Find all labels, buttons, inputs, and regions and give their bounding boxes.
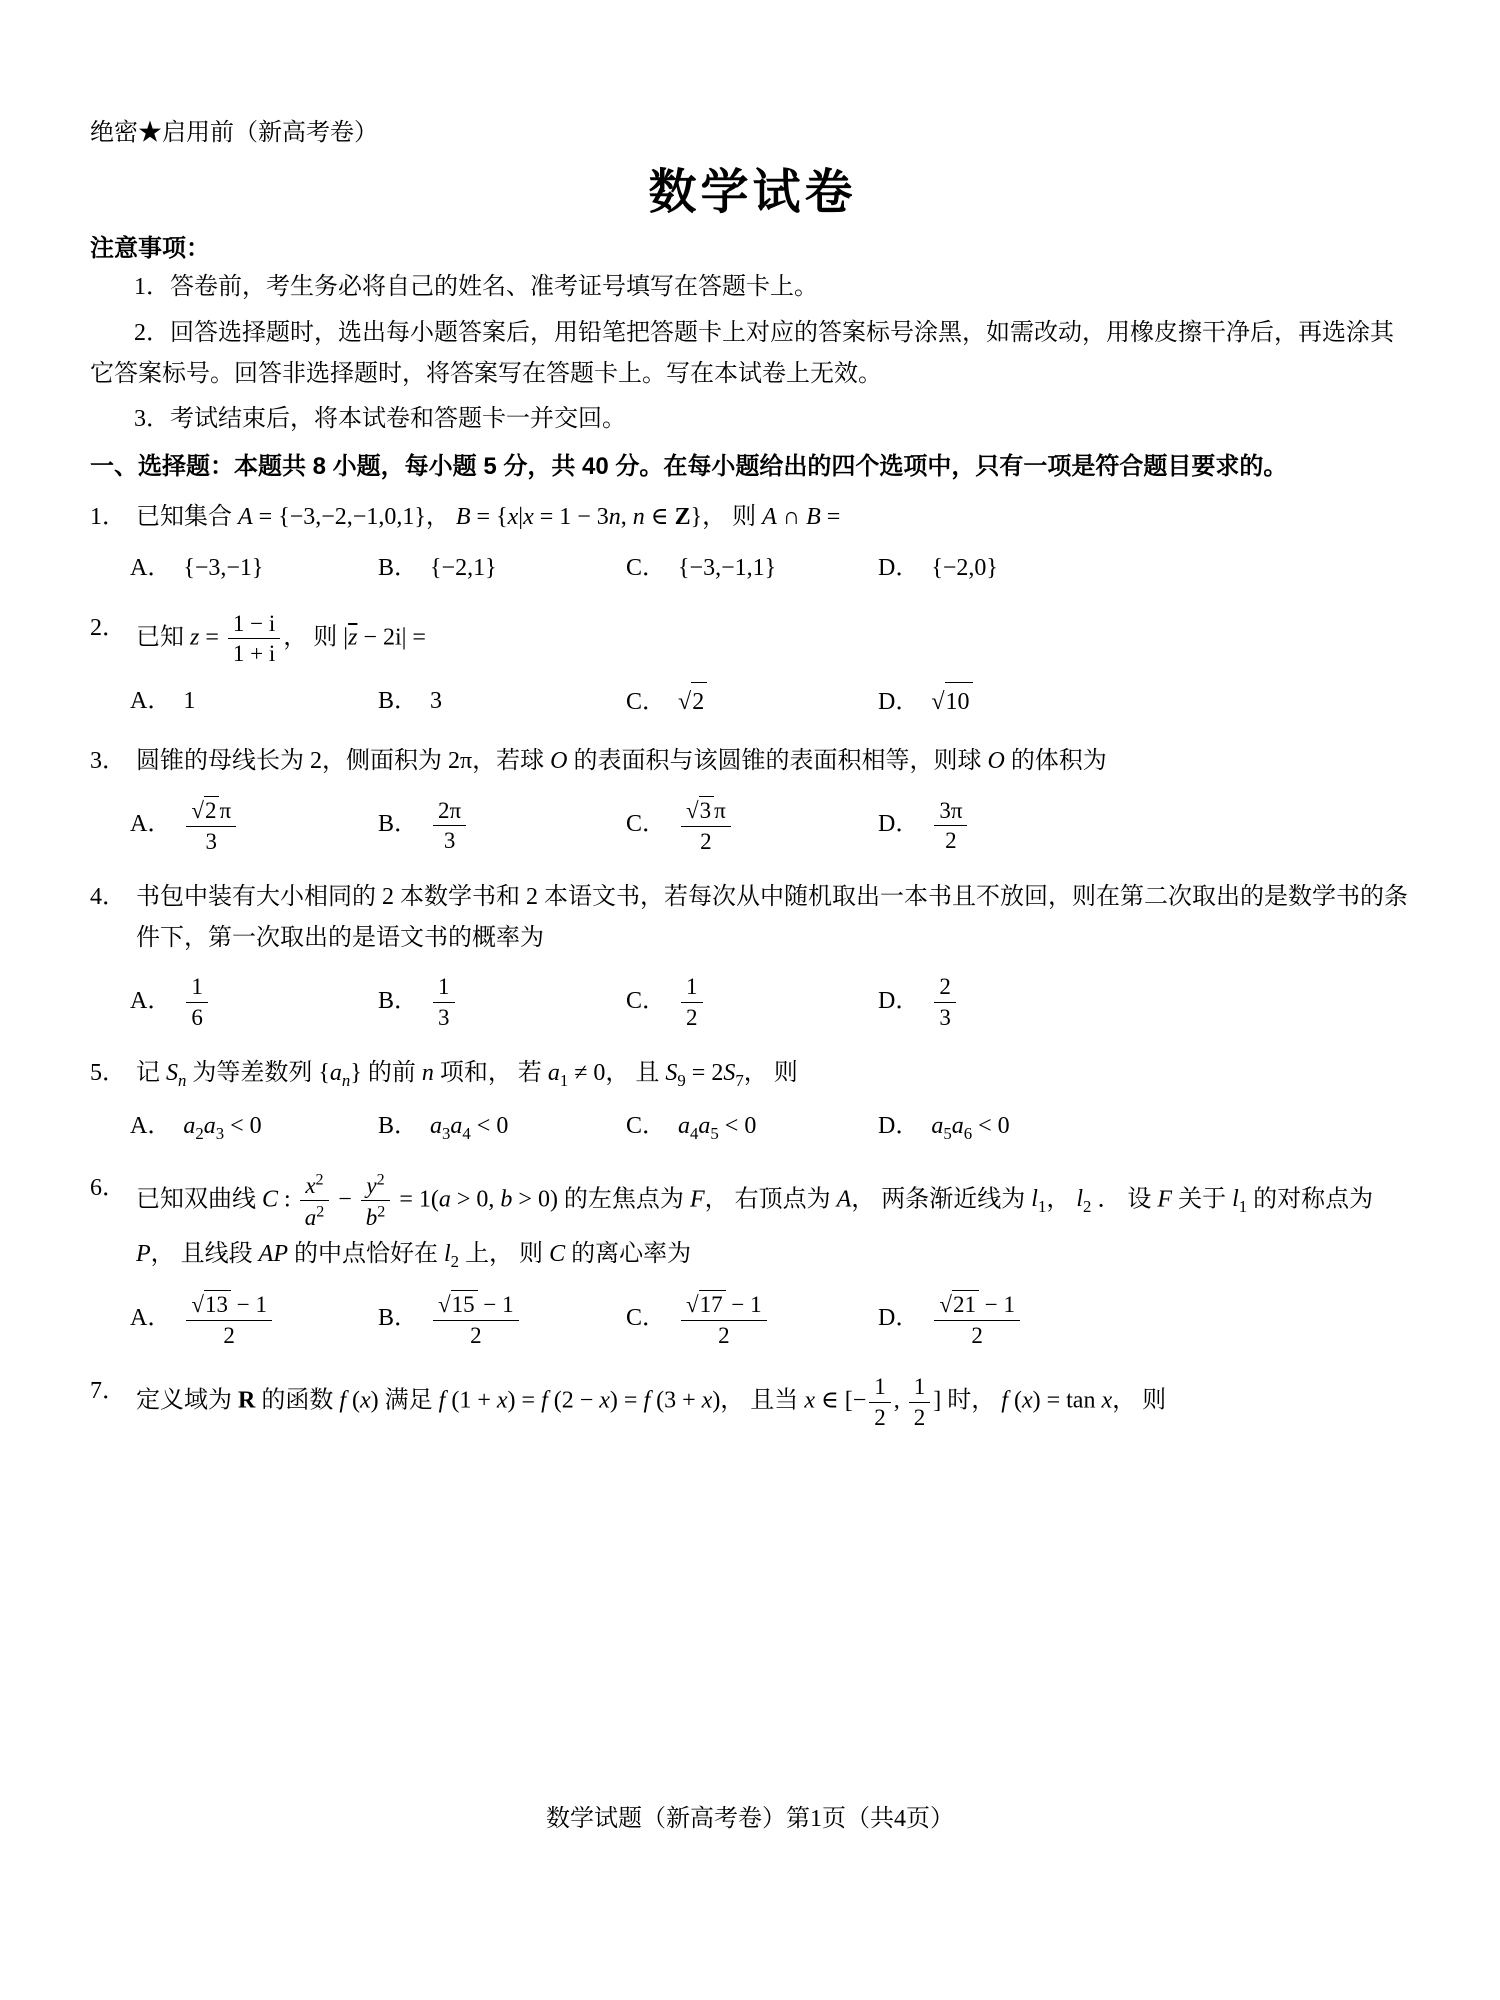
math-variable: l: [1076, 1186, 1084, 1213]
page-title: 数学试卷: [648, 166, 857, 219]
option-content: {−2,0}: [931, 555, 998, 582]
math-fraction: [300, 1170, 330, 1232]
math-variable: P: [136, 1240, 151, 1267]
math-subscript: [203, 1113, 225, 1144]
option-label: A．: [130, 1113, 172, 1140]
math-bold-symbol: R: [238, 1387, 256, 1414]
math-variable: B: [455, 503, 471, 530]
math-superscript: [366, 1173, 384, 1198]
question-6: [90, 1168, 1415, 1351]
fraction-numerator: [361, 1170, 391, 1201]
fraction-denominator: 2: [686, 1004, 698, 1030]
question-5-option-B: [378, 1107, 626, 1148]
subscript-text: 7: [735, 1070, 744, 1090]
option-content: $a_3a_4 < 0$: [430, 1113, 509, 1144]
math-variable: S: [166, 1060, 178, 1087]
superscript-text: 2: [377, 1203, 386, 1221]
math-subscript: [1031, 1186, 1047, 1217]
radicand: 17: [699, 1290, 726, 1319]
radicand: 13: [204, 1290, 231, 1319]
fraction-denominator: 3: [205, 828, 217, 854]
fraction-denominator: 2: [470, 1322, 482, 1348]
option-content: {−3,−1}: [183, 555, 264, 582]
questions: [90, 497, 1415, 1434]
options-row: [90, 549, 1415, 587]
math-fraction: [681, 973, 703, 1031]
radical-symbol: √: [931, 688, 945, 715]
math-sqrt: [931, 682, 972, 721]
question-text: 记 $S_n$ 为等差数列 $\{a_n\}$ 的前 n 项和， 若 $a_1 \ne 0$， 且 $S_9 = 2S_7$， 则: [136, 1060, 798, 1090]
option-content: [183, 1291, 275, 1348]
math-fraction: [909, 1373, 931, 1431]
option-label: B．: [378, 987, 419, 1014]
question-number: 3．: [90, 748, 126, 775]
question-2-option-C: [626, 682, 878, 721]
subscript-text: 4: [690, 1124, 699, 1144]
subscript-text: 3: [442, 1124, 451, 1144]
fraction-numerator: 1: [909, 1373, 931, 1403]
math-sqrt: [438, 1290, 478, 1319]
option-label: A．: [130, 688, 172, 715]
radical-symbol: √: [191, 798, 204, 824]
superscript-text: 2: [315, 1171, 324, 1189]
math-fraction: [361, 1170, 391, 1232]
subscript-text: 6: [963, 1124, 973, 1144]
math-variable: a: [698, 1113, 711, 1140]
math-subscript: [723, 1060, 744, 1090]
math-variable: x: [360, 1387, 371, 1414]
option-content: [678, 1291, 770, 1348]
question-1-option-D: [878, 549, 1415, 587]
question-stem: [90, 1168, 1415, 1276]
math-variable: n: [178, 1070, 187, 1090]
math-variable: A: [836, 1186, 852, 1213]
subscript-text: 1: [1037, 1197, 1047, 1217]
question-3-option-A: [130, 794, 378, 857]
fraction-numerator: √17 − 1: [681, 1290, 767, 1321]
option-content: [678, 973, 706, 1030]
math-variable: a: [203, 1113, 216, 1140]
question-3-option-C: [626, 794, 878, 857]
options-row: [90, 971, 1415, 1033]
notice-item-2: 2．回答选择题时，选出每小题答案后，用铅笔把答题卡上对应的答案标号涂黑，如需改动，用橡皮擦干净后，再选涂其它答案标号。回答非选择题时，将答案写在答题卡上。写在本试卷上无效。: [90, 319, 1394, 387]
math-subscript: [1076, 1186, 1092, 1217]
option-content: {−2,1}: [430, 555, 497, 582]
math-variable: f: [1001, 1387, 1008, 1414]
fraction-denominator: [361, 1201, 391, 1231]
fraction-numerator: √13 − 1: [186, 1290, 272, 1321]
option-label: D．: [878, 688, 920, 715]
fraction-denominator: 2: [874, 1404, 886, 1430]
fraction-numerator: 1: [433, 973, 455, 1003]
fraction-denominator: 2: [700, 828, 712, 854]
math-variable: S: [723, 1060, 736, 1087]
option-label: A．: [130, 1305, 172, 1332]
subscript-text: 2: [450, 1251, 460, 1271]
radicand: 3: [699, 796, 715, 825]
option-label: B．: [378, 1113, 419, 1140]
option-content: 3: [430, 688, 443, 715]
math-fraction: [186, 796, 236, 855]
radical-symbol: √: [686, 798, 699, 824]
option-label: A．: [130, 811, 172, 838]
notice-item-3: 3．考试结束后，将本试卷和答题卡一并交回。: [134, 406, 626, 433]
option-label: C．: [626, 811, 667, 838]
question-5: [90, 1053, 1415, 1148]
math-variable: a: [547, 1060, 560, 1087]
question-3-option-B: [378, 795, 626, 857]
radical-symbol: √: [191, 1291, 204, 1317]
fraction-denominator: 6: [191, 1004, 203, 1030]
option-label: D．: [878, 1305, 920, 1332]
option-label: D．: [878, 1113, 920, 1140]
math-variable: b: [500, 1186, 513, 1213]
math-fraction: [934, 973, 956, 1031]
option-label: C．: [626, 987, 667, 1014]
math-variable: a: [438, 1186, 451, 1213]
question-number: 7．: [90, 1378, 126, 1405]
radicand: 2: [691, 682, 707, 721]
math-variable: B: [806, 503, 821, 530]
math-variable: b: [365, 1205, 378, 1231]
superscript-text: 2: [376, 1171, 385, 1189]
fraction-numerator: 2: [934, 973, 956, 1003]
math-subscript: [665, 1060, 686, 1090]
math-variable: a: [951, 1113, 964, 1140]
option-content: 1: [183, 688, 196, 715]
math-variable: a: [678, 1113, 691, 1140]
math-subscript: [444, 1240, 460, 1271]
math-variable: y: [366, 1172, 377, 1198]
option-label: D．: [878, 555, 920, 582]
question-1-option-A: [130, 549, 378, 587]
options-row: [90, 1288, 1415, 1351]
subscript-text: 9: [677, 1070, 686, 1090]
math-variable: AP: [258, 1240, 288, 1267]
question-stem: [90, 741, 1415, 782]
question-6-option-B: [378, 1288, 626, 1351]
math-variable: x: [496, 1387, 508, 1414]
math-sqrt: [939, 1290, 979, 1319]
question-5-option-C: [626, 1107, 878, 1148]
question-number: 6．: [90, 1175, 126, 1202]
fraction-numerator: √3 π: [681, 796, 731, 827]
math-fraction: [681, 1290, 767, 1349]
question-text: 定义域为 R 的函数 f (x) 满足 f (1 + x) = f (2 − x) = f (3 + x)， 且当 x ∈ [− $\frac{1}{2}$ , $\frac{1}{2}$ ] 时， f (x) = tan x， 则: [136, 1374, 1167, 1430]
math-subscript: [329, 1060, 351, 1090]
math-variable: z: [190, 624, 200, 651]
option-label: B．: [378, 555, 419, 582]
math-fraction: [186, 1290, 272, 1349]
subscript-text: 1: [559, 1070, 569, 1090]
math-variable: a: [931, 1113, 944, 1140]
question-number: 1．: [90, 503, 126, 530]
fraction-denominator: 3: [443, 828, 456, 854]
fraction-numerator: √2 π: [186, 796, 236, 827]
math-variable: x: [1101, 1387, 1113, 1414]
radical-symbol: √: [686, 1291, 699, 1317]
fraction-denominator: [300, 1201, 330, 1231]
fraction-denominator: 2: [913, 1404, 926, 1430]
math-variable: f: [643, 1387, 651, 1414]
math-variable: x: [804, 1387, 815, 1414]
math-sqrt: [678, 682, 707, 721]
question-text: 书包中装有大小相同的 2 本数学书和 2 本语文书，若每次从中随机取出一本书且不放回，则在第二次取出的是数学书的条件下，第一次取出的是语文书的概率为: [136, 884, 1408, 952]
option-label: A．: [130, 987, 172, 1014]
superscript-text: 2: [316, 1203, 325, 1221]
question-stem: [90, 497, 1415, 538]
math-variable: C: [262, 1186, 279, 1213]
question-3-option-D: [878, 795, 1415, 857]
math-variable: l: [1031, 1186, 1038, 1213]
option-content: [430, 1291, 522, 1348]
option-content: [430, 973, 458, 1030]
question-stem: [90, 1053, 1415, 1095]
radicand: 2: [204, 796, 220, 825]
question-1: [90, 497, 1415, 588]
math-variable: a: [430, 1113, 443, 1140]
math-variable: n: [341, 1070, 351, 1090]
option-content: [931, 973, 959, 1030]
math-fraction: [869, 1373, 891, 1431]
math-variable: S: [665, 1060, 678, 1087]
question-4-option-C: [626, 971, 878, 1033]
subscript-text: 5: [710, 1124, 719, 1144]
math-sqrt: [191, 1290, 231, 1319]
question-number: 5．: [90, 1060, 126, 1087]
question-text: 已知双曲线 C : $\frac{x^2}{a^2}$ − $\frac{y^2}{b^2}$ = 1(a > 0, b > 0) 的左焦点为 F， 右顶点为 A， 两条渐近线为 $l_1$， $l_2$ ． 设 F 关于 $l_1$ 的对称点为 P， 且线段 AP 的中点恰好在 $l_2$ 上， 则 C 的离心率为: [136, 1171, 1374, 1271]
question-2-option-A: [130, 682, 378, 720]
math-fraction: [433, 1290, 519, 1349]
question-number: 4．: [90, 884, 126, 911]
math-variable: $\overline{z}$: [348, 624, 358, 651]
math-variable: O: [987, 748, 1005, 775]
question-5-option-A: [130, 1107, 378, 1148]
math-variable: x: [305, 1172, 316, 1198]
math-superscript: [366, 1205, 386, 1230]
radicand: 10: [945, 682, 973, 721]
option-label: B．: [378, 811, 419, 838]
option-content: [183, 973, 211, 1030]
math-sqrt: [191, 796, 219, 825]
math-variable: x: [701, 1387, 713, 1414]
option-content: {−3,−1,1}: [678, 555, 777, 582]
question-6-option-A: [130, 1288, 378, 1351]
math-variable: A: [238, 503, 253, 530]
math-variable: a: [450, 1113, 463, 1140]
subscript-text: [178, 1071, 186, 1090]
question-5-option-D: [878, 1107, 1415, 1148]
math-sqrt: [686, 1290, 726, 1319]
question-4: [90, 877, 1415, 1033]
fraction-denominator: 1 + i: [232, 641, 276, 667]
page-footer: 数学试题（新高考卷）第1页（共4页）: [546, 1806, 954, 1832]
option-content: [183, 798, 239, 854]
question-6-option-D: [878, 1288, 1415, 1351]
fraction-numerator: 2π: [433, 797, 466, 827]
option-content: [931, 1291, 1023, 1348]
question-stem: [90, 1371, 1415, 1433]
subscript-text: 5: [943, 1124, 952, 1144]
math-subscript: [1232, 1186, 1248, 1217]
subscript-text: [342, 1071, 350, 1090]
math-superscript: [305, 1173, 323, 1198]
fraction-numerator: √21 − 1: [934, 1290, 1020, 1321]
math-variable: x: [523, 503, 534, 530]
option-label: D．: [878, 811, 920, 838]
math-variable: n: [608, 503, 621, 530]
section-heading: 一、选择题：本题共 8 小题，每小题 5 分，共 40 分。在每小题给出的四个选项中，只有一项是符合题目要求的。: [90, 453, 1288, 481]
math-subscript: [547, 1060, 569, 1090]
math-variable: n: [421, 1060, 434, 1087]
fraction-numerator: 1: [681, 973, 703, 1003]
math-variable: x: [507, 503, 519, 530]
option-label: D．: [878, 987, 920, 1014]
fraction-numerator: 3π: [934, 797, 967, 827]
option-content: $a_5a_6 < 0$: [931, 1113, 1010, 1144]
notice-item-1: 1．答卷前，考生务必将自己的姓名、准考证号填写在答题卡上。: [134, 274, 818, 300]
math-subscript: [951, 1113, 973, 1144]
option-label: B．: [378, 1305, 419, 1332]
classification-label: 绝密★启用前（新高考卷）: [90, 120, 378, 146]
options-row: [90, 1107, 1415, 1148]
fraction-numerator: 1 − i: [228, 610, 280, 640]
radical-symbol: √: [678, 688, 692, 715]
fraction-denominator: 2: [718, 1322, 730, 1348]
subscript-text: 4: [462, 1124, 471, 1144]
math-variable: x: [599, 1387, 610, 1414]
question-7: [90, 1371, 1415, 1433]
subscript-text: 2: [195, 1124, 204, 1144]
math-fraction: [681, 796, 731, 855]
math-fraction: [934, 1290, 1020, 1349]
subscript-text: 1: [1238, 1197, 1248, 1217]
question-2-option-D: [878, 682, 1415, 721]
math-fraction: [228, 610, 280, 668]
question-stem: [90, 608, 1415, 670]
notice-heading: 注意事项：: [90, 235, 210, 262]
fraction-numerator: √15 − 1: [433, 1290, 519, 1321]
math-subscript: [430, 1113, 451, 1144]
option-label: C．: [626, 555, 667, 582]
question-4-option-B: [378, 971, 626, 1033]
fraction-denominator: 2: [223, 1322, 235, 1348]
question-2-option-B: [378, 682, 626, 720]
option-content: [678, 689, 707, 715]
math-subscript: [931, 1113, 952, 1144]
math-fraction: [934, 797, 967, 855]
question-text: 圆锥的母线长为 2，侧面积为 2π，若球 O 的表面积与该圆锥的表面积相等，则球 O 的体积为: [136, 748, 1107, 775]
question-stem: [90, 877, 1415, 959]
fraction-numerator: 1: [869, 1373, 891, 1403]
math-variable: O: [550, 748, 568, 775]
fraction-denominator: 3: [939, 1004, 951, 1030]
math-variable: n: [632, 503, 645, 530]
fraction-denominator: 2: [945, 828, 957, 854]
math-variable: A: [762, 503, 777, 530]
math-variable: a: [183, 1113, 196, 1140]
question-2: [90, 608, 1415, 722]
option-label: A．: [130, 555, 172, 582]
question-1-option-B: [378, 549, 626, 587]
option-content: [678, 798, 734, 854]
question-text: 已知集合 A = {−3,−2,−1,0,1}， B = {x|x = 1 − 3n, n ∈ Z}， 则 A ∩ B =: [136, 503, 841, 530]
math-sqrt: [686, 796, 714, 825]
fraction-denominator: 2: [971, 1322, 983, 1348]
options-row: [90, 682, 1415, 721]
question-4-option-A: [130, 971, 378, 1033]
options-row: [90, 794, 1415, 857]
option-label: C．: [626, 688, 667, 715]
math-fraction: [186, 973, 208, 1031]
math-variable: f: [541, 1387, 548, 1414]
math-variable: f: [339, 1387, 347, 1414]
option-content: [931, 689, 972, 715]
math-variable: x: [1021, 1387, 1033, 1414]
subscript-text: 3: [215, 1124, 225, 1144]
question-1-option-C: [626, 549, 878, 587]
question-4-option-D: [878, 971, 1415, 1033]
math-overline: [348, 624, 357, 650]
question-3: [90, 741, 1415, 857]
option-label: C．: [626, 1113, 667, 1140]
math-subscript: [678, 1113, 699, 1144]
math-subscript: [698, 1113, 719, 1144]
math-bold-symbol: Z: [674, 503, 691, 530]
radical-symbol: √: [939, 1291, 952, 1317]
radical-symbol: √: [438, 1291, 451, 1317]
math-variable: a: [304, 1205, 317, 1231]
option-content: $a_4a_5 < 0$: [678, 1113, 757, 1144]
math-variable: f: [438, 1387, 446, 1414]
fraction-denominator: 3: [438, 1004, 450, 1030]
math-variable: F: [1157, 1186, 1173, 1213]
math-fraction: [433, 797, 466, 855]
option-label: B．: [378, 688, 419, 715]
subscript-text: 2: [1083, 1197, 1092, 1217]
math-variable: a: [329, 1060, 342, 1087]
math-variable: l: [1232, 1186, 1239, 1213]
question-6-option-C: [626, 1288, 878, 1351]
math-subscript: [166, 1060, 187, 1090]
option-content: $a_2a_3 < 0$: [183, 1113, 262, 1144]
math-variable: F: [689, 1186, 705, 1213]
math-fraction: [433, 973, 455, 1031]
fraction-numerator: 1: [186, 973, 208, 1003]
math-variable: C: [549, 1240, 566, 1267]
math-superscript: [305, 1205, 325, 1230]
question-number: 2．: [90, 614, 126, 641]
option-label: C．: [626, 1305, 667, 1332]
math-subscript: [450, 1113, 471, 1144]
fraction-numerator: [300, 1170, 330, 1201]
question-text: 已知 z = $\frac{1 - i}{1 + i}$ ， 则 $|\overline{z} - 2i|$ =: [136, 610, 426, 667]
radicand: 21: [952, 1290, 979, 1319]
radicand: 15: [451, 1290, 478, 1319]
math-subscript: [183, 1113, 204, 1144]
math-variable: l: [444, 1240, 451, 1267]
